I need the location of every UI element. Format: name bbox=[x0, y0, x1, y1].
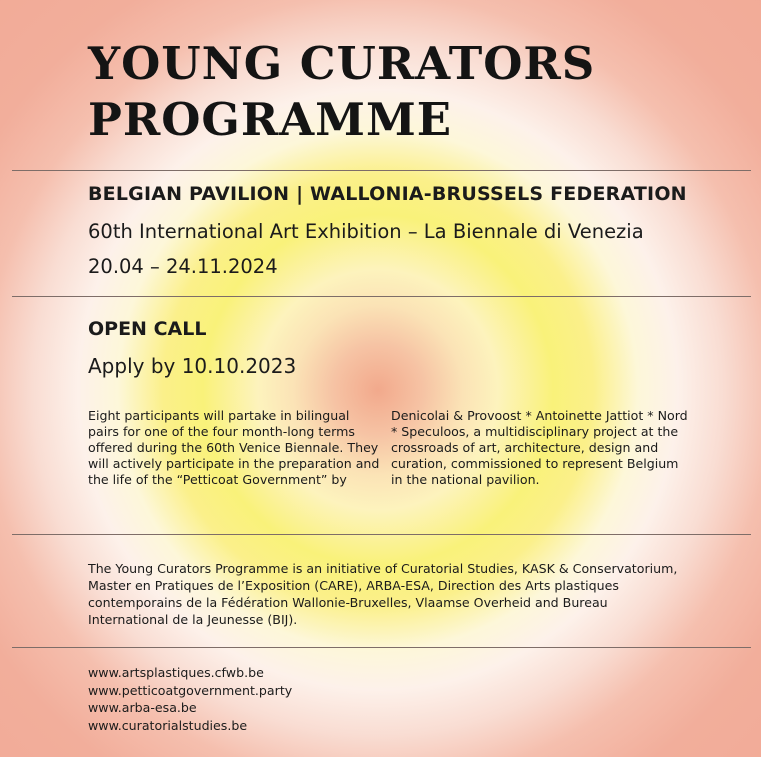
exhibition-dates: 20.04 – 24.11.2024 bbox=[88, 255, 278, 278]
pavilion-heading: BELGIAN PAVILION | WALLONIA-BRUSSELS FEDERATION bbox=[88, 183, 687, 205]
divider-3 bbox=[12, 534, 751, 535]
exhibition-line: 60th International Art Exhibition – La Biennale di Venezia bbox=[88, 220, 644, 243]
divider-4 bbox=[12, 647, 751, 648]
divider-1 bbox=[12, 170, 751, 171]
link-petticoatgovernment[interactable]: www.petticoatgovernment.party bbox=[88, 682, 293, 698]
open-call-heading: OPEN CALL bbox=[88, 318, 207, 340]
link-curatorialstudies[interactable]: www.curatorialstudies.be bbox=[88, 717, 248, 733]
poster-title bbox=[88, 36, 595, 148]
description-right: Denicolai & Provoost * Antoinette Jattiot * Nord * Speculoos, a multidisciplinary project at the crossroads of art, architecture, design and curation, commissioned to represent Belgium in the national pavilion. bbox=[391, 408, 688, 487]
initiative-text: The Young Curators Programme is an initiative of Curatorial Studies, KASK & Conservatorium, Master en Pratiques de l’Exposition (CARE), ARBA-ESA, Direction des Arts plastiques contemporains de la Fédération Wallonie-Bruxelles, Vlaamse Overheid and Bureau International de la Jeunesse (BIJ). bbox=[88, 561, 678, 627]
description-left: Eight participants will partake in bilingual pairs for one of the four month-long terms offered during the 60th Venice Biennale. They will actively participate in the preparation and the life of the “Petticoat Government” by bbox=[88, 408, 380, 487]
title-line-1: YOUNG CURATORS bbox=[88, 37, 596, 90]
title-line-2: PROGRAMME bbox=[88, 93, 453, 146]
divider-2 bbox=[12, 296, 751, 297]
link-arba-esa[interactable]: www.arba-esa.be bbox=[88, 700, 197, 715]
apply-deadline: Apply by 10.10.2023 bbox=[88, 354, 297, 378]
link-artsplastiques[interactable]: www.artsplastiques.cfwb.be bbox=[88, 665, 264, 680]
website-links bbox=[88, 664, 292, 734]
